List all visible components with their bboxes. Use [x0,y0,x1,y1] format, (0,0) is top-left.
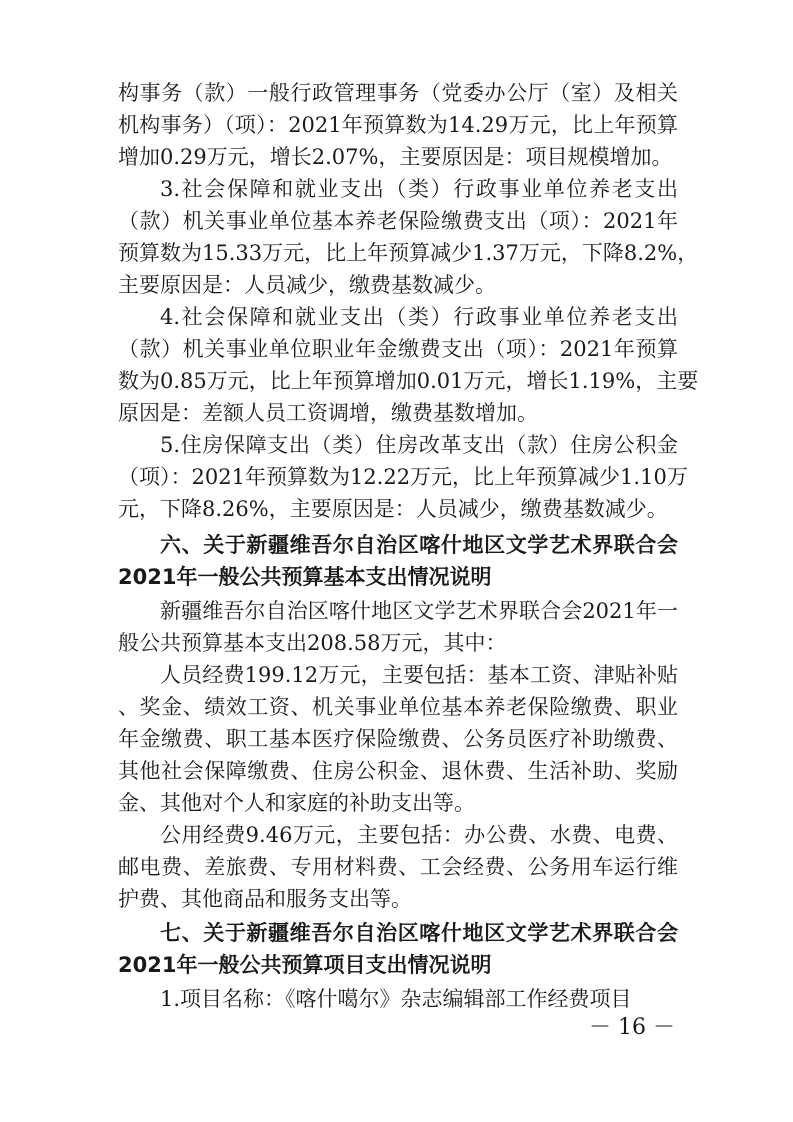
body-line: 邮电费、差旅费、专用材料费、工会经费、公务用车运行维 [118,855,678,879]
body-line: 预算数为15.33万元，比上年预算减少1.37万元，下降8.2%， [118,241,699,265]
section-heading: 2021年一般公共预算基本支出情况说明 [118,565,492,589]
page-number: － 16 － [589,1015,675,1040]
body-line: 新疆维吾尔自治区喀什地区文学艺术界联合会2021年一 [160,599,678,623]
body-line: 5.住房保障支出（类）住房改革支出（款）住房公积金 [160,433,678,457]
body-line: 4.社会保障和就业支出（类）行政事业单位养老支出 [160,305,678,329]
body-line: 公用经费9.46万元，主要包括：办公费、水费、电费、 [160,823,678,847]
section-heading: 2021年一般公共预算项目支出情况说明 [118,953,492,977]
body-line: 3.社会保障和就业支出（类）行政事业单位养老支出 [160,177,678,201]
body-line: 增加0.29万元，增长2.07%，主要原因是：项目规模增加。 [118,145,673,169]
body-line: 护费、其他商品和服务支出等。 [118,887,412,911]
body-line: 、奖金、绩效工资、机关事业单位基本养老保险缴费、职业 [118,695,678,719]
body-line: 主要原因是：人员减少，缴费基数减少。 [118,273,496,297]
body-line: （款）机关事业单位职业年金缴费支出（项）：2021年预算 [118,337,678,361]
body-line: 般公共预算基本支出208.58万元，其中： [118,631,507,655]
body-line: 年金缴费、职工基本医疗保险缴费、公务员医疗补助缴费、 [118,727,678,751]
body-line: （项）：2021年预算数为12.22万元，比上年预算减少1.10万 [118,465,688,489]
body-line: 数为0.85万元，比上年预算增加0.01万元，增长1.19%，主要 [118,369,699,393]
body-line: 构事务（款）一般行政管理事务（党委办公厅（室）及相关 [118,81,678,105]
body-line: 其他社会保障缴费、住房公积金、退休费、生活补助、奖励 [118,759,678,783]
body-line: （款）机关事业单位基本养老保险缴费支出（项）：2021年 [118,209,678,233]
body-line: 元，下降8.26%，主要原因是：人员减少，缴费基数减少。 [118,497,668,521]
body-line: 金、其他对个人和家庭的补助支出等。 [118,791,475,815]
body-line: 1.项目名称：《喀什噶尔》杂志编辑部工作经费项目 [160,987,632,1011]
section-heading: 七、关于新疆维吾尔自治区喀什地区文学艺术界联合会 [160,921,678,945]
body-line: 机构事务）（项）：2021年预算数为14.29万元，比上年预算 [118,113,678,137]
body-line: 人员经费199.12万元，主要包括：基本工资、津贴补贴 [160,663,678,687]
section-heading: 六、关于新疆维吾尔自治区喀什地区文学艺术界联合会 [160,533,678,557]
body-line: 原因是：差额人员工资调增，缴费基数增加。 [118,401,538,425]
